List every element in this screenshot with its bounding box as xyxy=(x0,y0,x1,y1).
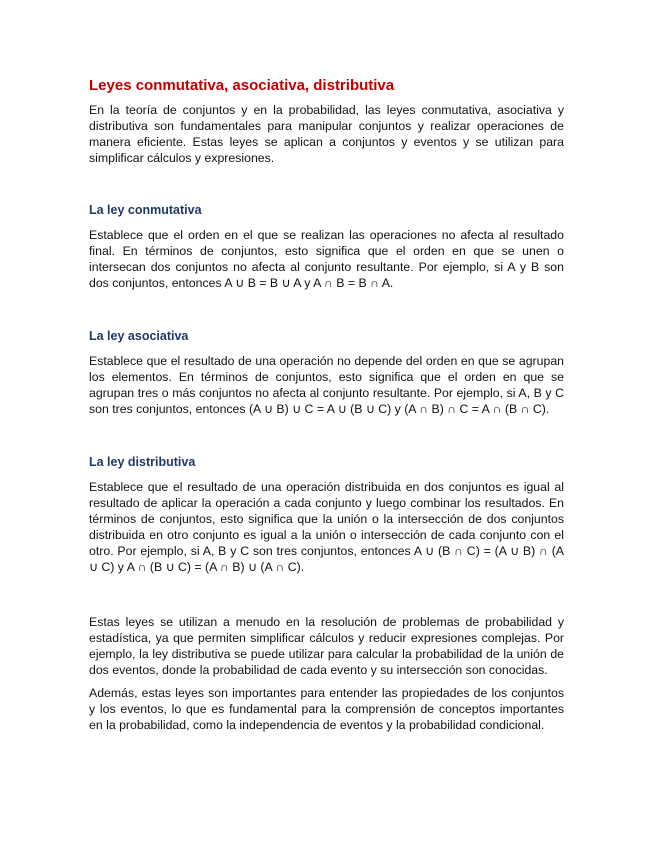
section-body: Establece que el resultado de una operación distribuida en dos conjuntos es igual al resultado de aplicar la operación a cada conjunto y luego combinar los resultados. En términos de conjuntos, esto significa que la unión o la intersección de dos conjuntos distribuida en otro conjunto es igual a la unión o intersección de cada conjunto con el otro. Por ejemplo, si A, B y C son tres conjuntos, entonces A ∪ (B ∩ C) = (A ∪ B) ∩ (A ∪ C) y A ∩ (B ∪ C) = (A ∩ B) ∪ (A ∩ C). xyxy=(89,480,564,574)
section-distributive xyxy=(89,454,564,575)
section-body: Establece que el orden en el que se realizan las operaciones no afecta al resultado final. En términos de conjuntos, esto significa que el orden en que se unen o intersecan dos conjuntos no afecta al conjunto resultante. Por ejemplo, si A y B son dos conjuntos, entonces A ∪ B = B ∪ A y A ∩ B = B ∩ A. xyxy=(89,228,564,290)
closing-paragraph: Además, estas leyes son importantes para entender las propiedades de los conjuntos y los eventos, lo que es fundamental para la comprensión de conceptos importantes en la probabilidad, como la independencia de eventos y la probabilidad condicional. xyxy=(89,686,564,732)
section-body: Establece que el resultado de una operación no depende del orden en que se agrupan los elementos. En términos de conjuntos, esto significa que el orden en que se agrupan tres o más conjuntos no afecta al conjunto resultante. Por ejemplo, si A, B y C son tres conjuntos, entonces (A ∪ B) ∪ C = A ∪ (B ∪ C) y (A ∩ B) ∩ C = A ∩ (B ∩ C). xyxy=(89,354,564,416)
section-associative xyxy=(89,328,564,417)
document-page xyxy=(89,76,564,733)
section-heading: La ley asociativa xyxy=(89,329,189,343)
section-commutative xyxy=(89,202,564,291)
document-title: Leyes conmutativa, asociativa, distributiva xyxy=(89,77,395,94)
section-heading: La ley conmutativa xyxy=(89,203,202,217)
closing-paragraph: Estas leyes se utilizan a menudo en la resolución de problemas de probabilidad y estadística, ya que permiten simplificar cálculos y reducir expresiones complejas. Por ejemplo, la ley distributiva se puede utilizar para calcular la probabilidad de la unión de dos eventos, donde la probabilidad de cada evento y su intersección son conocidas. xyxy=(89,615,564,677)
section-heading: La ley distributiva xyxy=(89,455,196,469)
intro-paragraph: En la teoría de conjuntos y en la probabilidad, las leyes conmutativa, asociativa y distributiva son fundamentales para manipular conjuntos y realizar operaciones de manera eficiente. Estas leyes se aplican a conjuntos y eventos y se utilizan para simplificar cálculos y expresiones. xyxy=(89,103,564,165)
